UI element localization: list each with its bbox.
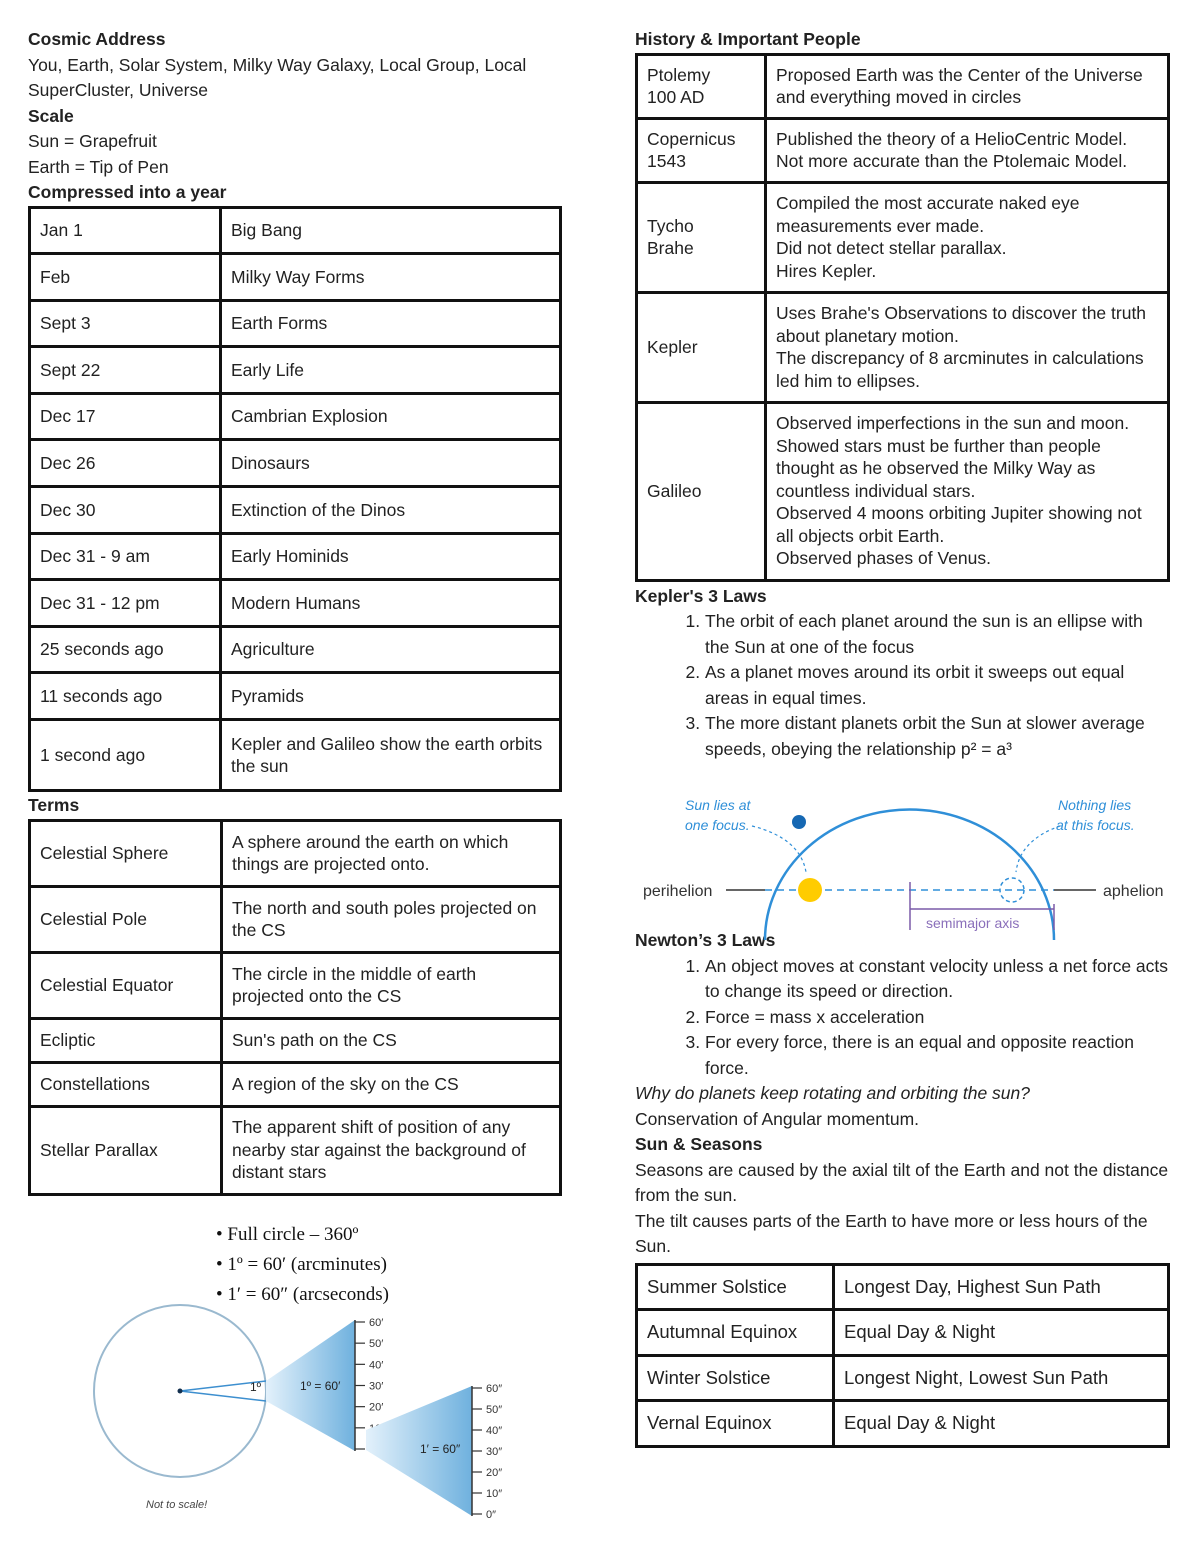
scale-tick-label: 50″ bbox=[486, 1404, 503, 1416]
term-definition: A sphere around the earth on which things are projected onto. bbox=[222, 820, 561, 886]
compressed-year-heading: Compressed into a year bbox=[28, 182, 227, 202]
scale-tick-label: 20″ bbox=[486, 1467, 503, 1479]
year-row bbox=[30, 720, 561, 791]
season-description: Equal Day & Night bbox=[834, 1401, 1169, 1447]
year-row bbox=[30, 533, 561, 580]
season-row bbox=[637, 1310, 1169, 1356]
history-row bbox=[637, 292, 1169, 402]
year-row bbox=[30, 393, 561, 440]
term-name: Celestial Sphere bbox=[30, 820, 222, 886]
year-date: 25 seconds ago bbox=[30, 626, 221, 673]
scale-tick-label: 30′ bbox=[369, 1380, 384, 1393]
history-person-line: Kepler bbox=[647, 336, 698, 357]
terms-table bbox=[28, 819, 562, 1196]
not-to-scale-note: Not to scale! bbox=[146, 1499, 208, 1511]
empty-focus-arrow bbox=[1016, 826, 1060, 872]
history-person-line: Brahe bbox=[647, 238, 694, 258]
history-person-line: Copernicus bbox=[647, 128, 736, 149]
term-row bbox=[30, 1018, 561, 1062]
term-definition: A region of the sky on the CS bbox=[222, 1062, 561, 1106]
angle-label: 1º bbox=[250, 1380, 262, 1394]
season-row bbox=[637, 1264, 1169, 1310]
arcsecond-label: 1′ = 60″ bbox=[420, 1442, 461, 1456]
arcsecond-ticks bbox=[472, 1383, 502, 1518]
term-name: Ecliptic bbox=[30, 1018, 222, 1062]
year-date: Feb bbox=[30, 254, 221, 301]
year-event: Cambrian Explosion bbox=[221, 393, 561, 440]
sun-focus-arrow bbox=[752, 826, 806, 872]
sun-icon bbox=[798, 878, 822, 902]
year-date: Dec 17 bbox=[30, 393, 221, 440]
history-description-line: Proposed Earth was the Center of the Universe and everything moved in circles bbox=[776, 64, 1143, 107]
season-description: Longest Day, Highest Sun Path bbox=[834, 1264, 1169, 1310]
sun-focus-label: one focus. bbox=[685, 817, 750, 833]
right-column bbox=[635, 27, 1170, 1448]
history-heading: History & Important People bbox=[635, 29, 861, 49]
year-row bbox=[30, 300, 561, 347]
term-row bbox=[30, 952, 561, 1018]
scale-tick-label: 40″ bbox=[486, 1425, 503, 1437]
history-description bbox=[766, 54, 1169, 118]
newton-heading: Newton’s 3 Laws bbox=[635, 930, 776, 950]
history-description bbox=[766, 118, 1169, 182]
history-person bbox=[637, 292, 766, 402]
history-row bbox=[637, 54, 1169, 118]
history-person bbox=[637, 402, 766, 580]
cosmic-address-heading: Cosmic Address bbox=[28, 29, 166, 49]
term-row bbox=[30, 1106, 561, 1194]
arc-bullet: • 1º = 60′ (arcminutes) bbox=[216, 1254, 387, 1275]
year-row bbox=[30, 347, 561, 394]
year-date: Jan 1 bbox=[30, 207, 221, 254]
newton-answer: Conservation of Angular momentum. bbox=[635, 1108, 920, 1129]
arc-measurement-figure bbox=[80, 1218, 550, 1518]
aphelion-label: aphelion bbox=[1103, 883, 1164, 900]
circle-center bbox=[178, 1389, 183, 1394]
history-description-line: Observed imperfections in the sun and moon. bbox=[776, 413, 1130, 434]
year-row bbox=[30, 254, 561, 301]
history-person-line: Ptolemy bbox=[647, 64, 711, 85]
kepler-law: 2. As a planet moves around its orbit it sweeps out equal areas in equal times. bbox=[705, 660, 1170, 711]
scale-line: Sun = Grapefruit bbox=[28, 131, 157, 151]
history-description-line: Observed phases of Venus. bbox=[776, 548, 991, 569]
seasons-text: Seasons are caused by the axial tilt of the Earth and not the distance from the sun. bbox=[635, 1159, 1169, 1205]
year-row bbox=[30, 580, 561, 627]
term-definition: The apparent shift of position of any nearby star against the background of distant stars bbox=[222, 1106, 561, 1194]
season-description: Longest Night, Lowest Sun Path bbox=[834, 1355, 1169, 1401]
newton-question: Why do planets keep rotating and orbiting the sun? bbox=[635, 1083, 1030, 1103]
scale-tick-label: 40′ bbox=[369, 1359, 384, 1372]
term-row bbox=[30, 886, 561, 952]
history-description bbox=[766, 402, 1169, 580]
term-name: Constellations bbox=[30, 1062, 222, 1106]
seasons-heading: Sun & Seasons bbox=[635, 1134, 763, 1154]
year-row bbox=[30, 207, 561, 254]
newton-law: 3. For every force, there is an equal and opposite reaction force. bbox=[705, 1030, 1170, 1081]
year-event: Earth Forms bbox=[221, 300, 561, 347]
seasons-table bbox=[635, 1263, 1170, 1448]
term-definition: The north and south poles projected on the CS bbox=[222, 886, 561, 952]
term-name: Stellar Parallax bbox=[30, 1106, 222, 1194]
year-date: 1 second ago bbox=[30, 720, 221, 791]
scale-tick-label: 60″ bbox=[486, 1383, 503, 1395]
history-description-line: Observed 4 moons orbiting Jupiter showing not all objects orbit Earth. bbox=[776, 503, 1142, 546]
season-row bbox=[637, 1355, 1169, 1401]
year-row bbox=[30, 440, 561, 487]
year-date: Sept 3 bbox=[30, 300, 221, 347]
scale-tick-label: 0″ bbox=[486, 1509, 497, 1518]
term-row bbox=[30, 1062, 561, 1106]
history-description bbox=[766, 292, 1169, 402]
scale-tick-label: 60′ bbox=[369, 1317, 384, 1329]
scale-heading: Scale bbox=[28, 105, 74, 126]
history-description-line: The discrepancy of 8 arcminutes in calculations led him to ellipses. bbox=[776, 348, 1144, 391]
year-event: Pyramids bbox=[221, 673, 561, 720]
year-row bbox=[30, 673, 561, 720]
left-column bbox=[28, 27, 562, 1196]
scale-line: Earth = Tip of Pen bbox=[28, 156, 169, 177]
semimajor-axis-label: semimajor axis bbox=[926, 915, 1020, 931]
term-row bbox=[30, 820, 561, 886]
arc-bullet: • Full circle – 360º bbox=[216, 1224, 359, 1245]
history-description-line: Showed stars must be further than people thought as he observed the Milky Way as countless individual stars. bbox=[776, 435, 1101, 501]
empty-focus-label: Nothing lies bbox=[1058, 797, 1132, 813]
arc-bullet: • 1′ = 60″ (arcseconds) bbox=[216, 1284, 389, 1305]
year-event: Milky Way Forms bbox=[221, 254, 561, 301]
scale-tick-label: 10″ bbox=[486, 1488, 503, 1500]
year-row bbox=[30, 487, 561, 534]
terms-heading: Terms bbox=[28, 795, 80, 816]
empty-focus-label: at this focus. bbox=[1056, 817, 1135, 833]
history-description-line: Not more accurate than the Ptolemaic Model. bbox=[776, 151, 1128, 171]
history-row bbox=[637, 402, 1169, 580]
scale-tick-label: 30″ bbox=[486, 1446, 503, 1458]
arcminute-label: 1º = 60′ bbox=[300, 1379, 341, 1393]
seasons-text: The tilt causes parts of the Earth to have more or less hours of the Sun. bbox=[635, 1210, 1148, 1256]
kepler-law: 1. The orbit of each planet around the sun is an ellipse with the Sun at one of the focus bbox=[705, 609, 1170, 660]
kepler-heading: Kepler's 3 Laws bbox=[635, 585, 767, 606]
history-table bbox=[635, 53, 1170, 582]
cosmic-address-text: You, Earth, Solar System, Milky Way Galaxy, Local Group, Local SuperCluster, Universe bbox=[28, 54, 527, 100]
year-event: Agriculture bbox=[221, 626, 561, 673]
year-row bbox=[30, 626, 561, 673]
year-event: Early Life bbox=[221, 347, 561, 394]
history-person bbox=[637, 182, 766, 292]
history-description-line: Uses Brahe's Observations to discover the truth about planetary motion. bbox=[776, 303, 1147, 346]
season-description: Equal Day & Night bbox=[834, 1310, 1169, 1356]
history-person bbox=[637, 54, 766, 118]
kepler-laws bbox=[635, 609, 1170, 762]
scale-tick-label: 20′ bbox=[369, 1401, 384, 1414]
year-event: Dinosaurs bbox=[221, 440, 561, 487]
newton-laws bbox=[635, 954, 1170, 1082]
term-name: Celestial Equator bbox=[30, 952, 222, 1018]
year-event: Early Hominids bbox=[221, 533, 561, 580]
compressed-year-table bbox=[28, 206, 562, 793]
planet-icon bbox=[792, 815, 806, 829]
perihelion-label: perihelion bbox=[643, 883, 713, 900]
year-date: Dec 30 bbox=[30, 487, 221, 534]
newton-law: 1. An object moves at constant velocity unless a net force acts to change its speed or direction. bbox=[705, 954, 1170, 1005]
kepler-law: 3. The more distant planets orbit the Sun at slower average speeds, obeying the relationship p² = a³ bbox=[705, 711, 1170, 762]
history-description bbox=[766, 182, 1169, 292]
history-description-line: Published the theory of a HelioCentric Model. bbox=[776, 128, 1128, 149]
history-description-line: Did not detect stellar parallax. bbox=[776, 238, 1007, 258]
term-definition: Sun's path on the CS bbox=[222, 1018, 561, 1062]
history-row bbox=[637, 118, 1169, 182]
newton-law: 2. Force = mass x acceleration bbox=[705, 1005, 1170, 1031]
history-description-line: Hires Kepler. bbox=[776, 260, 877, 281]
year-date: Dec 26 bbox=[30, 440, 221, 487]
history-person-line: Tycho bbox=[647, 215, 694, 236]
year-event: Kepler and Galileo show the earth orbits the sun bbox=[221, 720, 561, 791]
term-definition: The circle in the middle of earth projected onto the CS bbox=[222, 952, 561, 1018]
history-person-line: Galileo bbox=[647, 480, 702, 501]
sun-focus-label: Sun lies at bbox=[685, 797, 751, 813]
season-event: Autumnal Equinox bbox=[637, 1310, 834, 1356]
year-event: Big Bang bbox=[221, 207, 561, 254]
history-description-line: Compiled the most accurate naked eye measurements ever made. bbox=[776, 193, 1080, 236]
history-person-line: 1543 bbox=[647, 151, 686, 171]
season-event: Vernal Equinox bbox=[637, 1401, 834, 1447]
year-date: 11 seconds ago bbox=[30, 673, 221, 720]
history-row bbox=[637, 182, 1169, 292]
scale-tick-label: 50′ bbox=[369, 1338, 384, 1351]
year-event: Extinction of the Dinos bbox=[221, 487, 561, 534]
year-event: Modern Humans bbox=[221, 580, 561, 627]
history-person bbox=[637, 118, 766, 182]
year-date: Sept 22 bbox=[30, 347, 221, 394]
season-event: Summer Solstice bbox=[637, 1264, 834, 1310]
season-event: Winter Solstice bbox=[637, 1355, 834, 1401]
season-row bbox=[637, 1401, 1169, 1447]
year-date: Dec 31 - 12 pm bbox=[30, 580, 221, 627]
history-person-line: 100 AD bbox=[647, 87, 705, 107]
term-name: Celestial Pole bbox=[30, 886, 222, 952]
year-date: Dec 31 - 9 am bbox=[30, 533, 221, 580]
orbit-ellipse-figure bbox=[640, 778, 1180, 940]
